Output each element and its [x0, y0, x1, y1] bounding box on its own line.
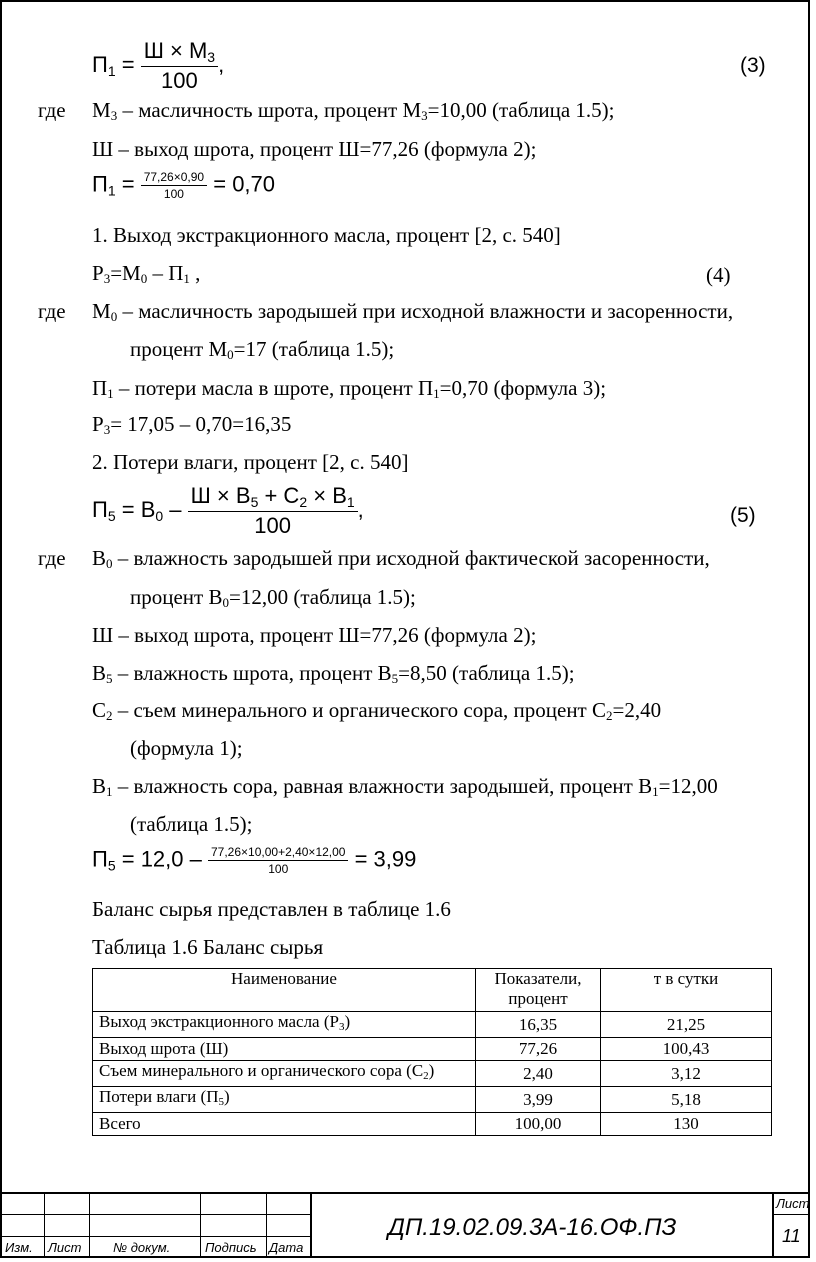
calculation-p3: $Р_3= 17,05 - 0,70=16,35$: [92, 412, 292, 437]
cell-tons: 3,12: [601, 1061, 772, 1087]
page-number: 11: [782, 1226, 801, 1246]
cell-percent: 16,35: [476, 1012, 601, 1038]
where-label: где: [38, 299, 66, 323]
table-header-row: [93, 969, 772, 1012]
cell-percent: 2,40: [476, 1061, 601, 1087]
where-label: где: [38, 546, 66, 570]
equation-number-4: (4): [706, 263, 731, 287]
label-podpis: Подпись: [205, 1240, 257, 1255]
label-data: Дата: [269, 1240, 304, 1255]
cell-name: Выход экстракционного масла $(Р_3)$: [93, 1012, 476, 1038]
label-izm: Изм.: [5, 1240, 33, 1255]
definition-p1: $П_1$ – потери масла в шроте, процент $П_1=0,70$ (формула 3);: [92, 376, 607, 401]
equation-number-3: (3): [740, 54, 766, 77]
header-tons: т в сутки: [601, 969, 772, 1012]
cell-name: Съем минерального и органического сора $(С_2)$: [93, 1061, 476, 1087]
label-list: Лист: [48, 1240, 82, 1255]
calculation-p1: П1 = $\frac{77,26\times 0,90}{100}$ = 0,70: [92, 170, 276, 201]
cell-name: Потери влаги $(П_5)$: [93, 1087, 476, 1113]
definition-b1-continued: (таблица 1.5);: [130, 812, 253, 836]
label-dokum: № докум.: [113, 1240, 171, 1255]
title-block: [0, 1192, 810, 1258]
definition-b5: $В_5$ – влажность шрота, процент $В_5=8,50$ (таблица 1.5);: [92, 661, 575, 686]
item-1-heading: 1. Выход экстракционного масла, процент [2, с. 540]: [92, 223, 561, 247]
table-row: [93, 1038, 772, 1061]
cell-percent: 3,99: [476, 1087, 601, 1113]
table-row: [93, 1061, 772, 1087]
header-percent: Показатели, процент: [476, 969, 601, 1012]
cell-name: Всего: [93, 1113, 476, 1136]
cell-tons: 5,18: [601, 1087, 772, 1113]
table-row: [93, 1113, 772, 1136]
cell-percent: 100,00: [476, 1113, 601, 1136]
cell-name: Выход шрота (Ш): [93, 1038, 476, 1061]
definition-m0-continued: процент $М_0=17$ (таблица 1.5);: [130, 337, 395, 362]
sheet-label: Лист: [776, 1196, 810, 1211]
definition-sh: Ш – выход шрота, процент Ш=77,26 (формула 2);: [92, 137, 537, 161]
definition-c2: $С_2$ – съем минерального и органического сора, процент $С_2=2,40$: [92, 698, 662, 723]
definition-m3: $М_3$ – масличность шрота, процент $М_3=10,00$ (таблица 1.5);: [92, 98, 615, 123]
balance-table: [92, 968, 772, 1136]
formula-4: $Р_3=М_0 - П_1$ ,: [92, 261, 201, 286]
formula-5: П5 = В0 – $\frac{Ш \times В5 + С2 \times В1}{100}$ ,: [92, 483, 364, 538]
table-row: [93, 1087, 772, 1113]
definition-b1: $В_1$ – влажность сора, равная влажности зародышей, процент $В_1=12,00$: [92, 774, 718, 799]
definition-c2-continued: (формула 1);: [130, 736, 243, 760]
definition-b0-continued: процент $В_0=12,00$ (таблица 1.5);: [130, 585, 416, 610]
formula-3: П1 = $\frac{Ш \times М3}{100}$ ,: [92, 38, 225, 93]
cell-tons: 130: [601, 1113, 772, 1136]
table-caption: Таблица 1.6 Баланс сырья: [92, 935, 324, 959]
definition-m0: $М_0$ – масличность зародышей при исходной влажности и засоренности,: [92, 299, 734, 324]
balance-text: Баланс сырья представлен в таблице 1.6: [92, 897, 451, 921]
document-code: ДП.19.02.09.3А-16.ОФ.ПЗ: [388, 1214, 677, 1241]
definition-sh-2: Ш – выход шрота, процент Ш=77,26 (формула 2);: [92, 623, 537, 647]
calculation-p5: П5 = 12,0 – $\frac{77,26\times 10,00+2,40\times 12,00}{100}$ = 3,99: [92, 845, 417, 876]
cell-percent: 77,26: [476, 1038, 601, 1061]
definition-b0: $В_0$ – влажность зародышей при исходной фактической засоренности,: [92, 546, 710, 571]
cell-tons: 21,25: [601, 1012, 772, 1038]
table-row: [93, 1012, 772, 1038]
equation-number-5: (5): [730, 504, 756, 527]
where-label: где: [38, 98, 66, 122]
cell-tons: 100,43: [601, 1038, 772, 1061]
header-name: Наименование: [93, 969, 476, 1012]
item-2-heading: 2. Потери влаги, процент [2, с. 540]: [92, 450, 409, 474]
